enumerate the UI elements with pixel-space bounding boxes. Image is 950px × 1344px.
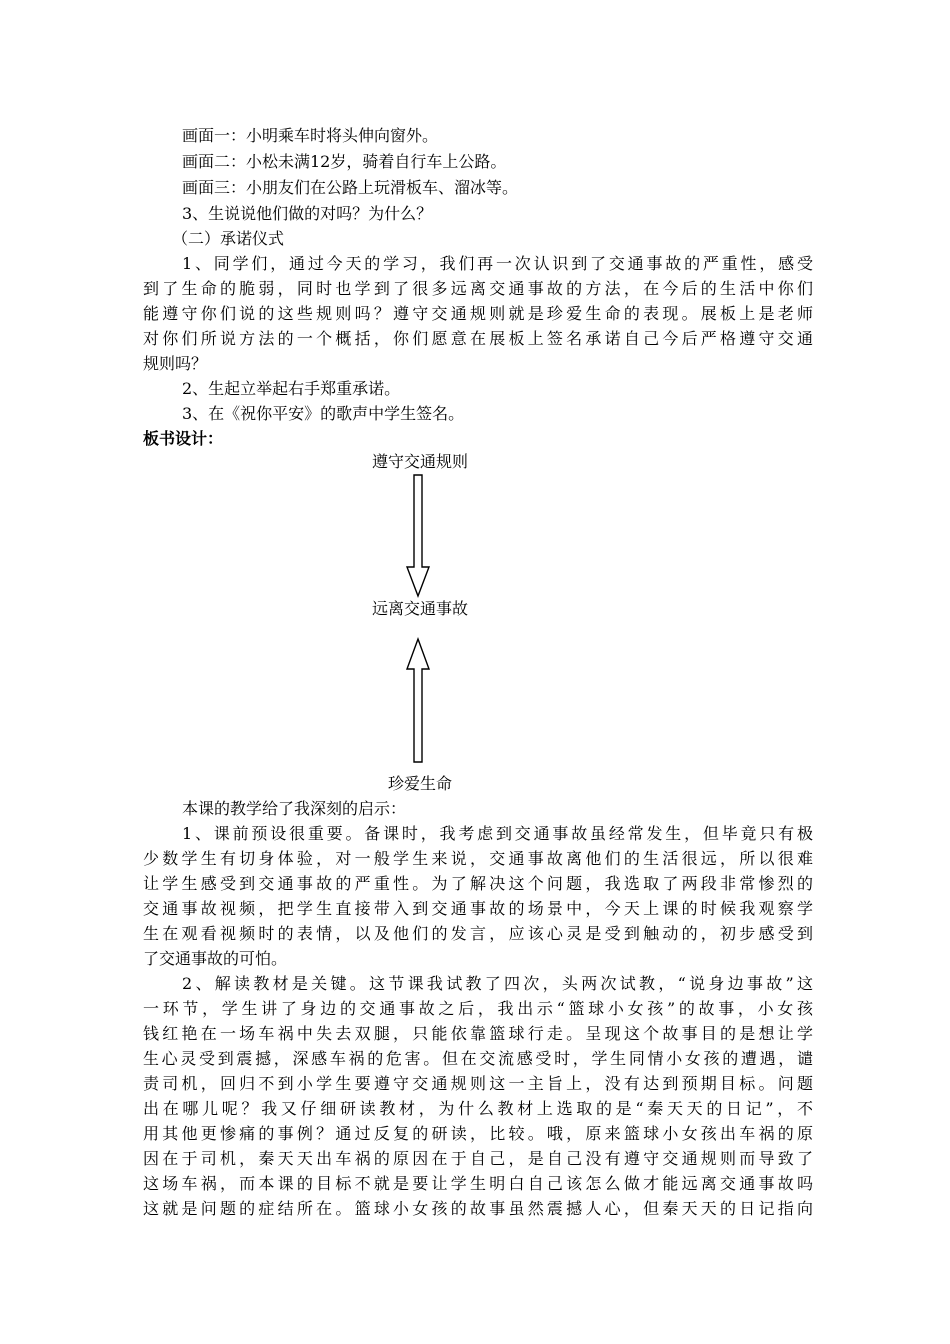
- board-heading: 板书设计：: [143, 429, 224, 448]
- reflection-p2-line-5: 责司机，回归不到小学生要遵守交通规则这一主旨上，没有达到预期目标。问题: [143, 1074, 813, 1093]
- reflection-p2-line-7: 用其他更惨痛的事例？通过反复的研读，比较。哦，原来篮球小女孩出车祸的原: [143, 1124, 813, 1143]
- reflection-p2-line-10: 这就是问题的症结所在。篮球小女孩的故事虽然震撼人心，但秦天天的日记指向: [143, 1199, 813, 1218]
- down-arrow-icon: [400, 474, 436, 598]
- board-bottom-label: 珍爱生命: [387, 774, 452, 793]
- scene-2-text: 画面二：小松未满12岁，骑着自行车上公路。: [182, 152, 507, 171]
- reflection-p1-line-4: 交通事故视频，把学生直接带入到交通事故的场景中，今天上课的时候我观察学: [143, 899, 813, 918]
- scene-3-text: 画面三：小朋友们在公路上玩滑板车、溜冰等。: [182, 178, 519, 197]
- reflection-p2-line-3: 钱红艳在一场车祸中失去双腿，只能依靠篮球行走。呈现这个故事目的是想让学: [143, 1024, 813, 1043]
- reflection-p2-line-8: 因在于司机，秦天天出车祸的原因在于自己，是自己没有遵守交通规则而导致了: [143, 1149, 813, 1168]
- reflection-p2-line-4: 生心灵受到震撼，深感车祸的危害。但在交流感受时，学生同情小女孩的遭遇，谴: [143, 1049, 813, 1068]
- reflection-p1-line-2: 少数学生有切身体验，对一般学生来说，交通事故离他们的生活很远，所以很难: [143, 849, 813, 868]
- section-2-p1-line-5: 规则吗？: [143, 354, 208, 373]
- section-2-p2: 2、生起立举起右手郑重承诺。: [182, 379, 401, 398]
- question-3-text: 3、生说说他们做的对吗？为什么？: [182, 204, 433, 223]
- section-2-p1-line-1: 1、同学们，通过今天的学习，我们再一次认识到了交通事故的严重性，感受: [182, 254, 813, 273]
- reflection-p1-line-6: 了交通事故的可怕。: [143, 949, 288, 968]
- reflection-p2-line-9: 这场车祸，而本课的目标不就是要让学生明白自己该怎么做才能远离交通事故吗: [143, 1174, 813, 1193]
- reflection-p2-line-6: 出在哪儿呢？我又仔细研读教材，为什么教材上选取的是“秦天天的日记”，不: [143, 1099, 813, 1118]
- up-arrow-icon: [400, 637, 436, 765]
- reflection-intro: 本课的教学给了我深刻的启示：: [182, 799, 407, 818]
- reflection-p1-line-5: 生在观看视频时的表情，以及他们的发言，应该心灵是受到触动的，初步感受到: [143, 924, 813, 943]
- section-2-p3: 3、在《祝你平安》的歌声中学生签名。: [182, 404, 465, 423]
- board-middle-label: 远离交通事故: [371, 599, 468, 618]
- section-2-p1-line-3: 能遵守你们说的这些规则吗？遵守交通规则就是珍爱生命的表现。展板上是老师: [143, 304, 813, 323]
- reflection-p2-line-1: 2、解读教材是关键。这节课我试教了四次，头两次试教，“说身边事故”这: [182, 974, 813, 993]
- scene-1-text: 画面一：小明乘车时将头伸向窗外。: [182, 126, 439, 145]
- reflection-p2-line-2: 一环节，学生讲了身边的交通事故之后，我出示“篮球小女孩”的故事，小女孩: [143, 999, 813, 1018]
- section-2-p1-line-2: 到了生命的脆弱，同时也学到了很多远离交通事故的方法，在今后的生活中你们: [143, 279, 813, 298]
- section-2-p1-line-4: 对你们所说方法的一个概括，你们愿意在展板上签名承诺自己今后严格遵守交通: [143, 329, 813, 348]
- board-top-label: 遵守交通规则: [371, 452, 468, 471]
- reflection-p1-line-1: 1、课前预设很重要。备课时，我考虑到交通事故虽经常发生，但毕竟只有极: [182, 824, 813, 843]
- reflection-p1-line-3: 让学生感受到交通事故的严重性。为了解决这个问题，我选取了两段非常惨烈的: [143, 874, 813, 893]
- section-2-title: （二）承诺仪式: [172, 229, 285, 248]
